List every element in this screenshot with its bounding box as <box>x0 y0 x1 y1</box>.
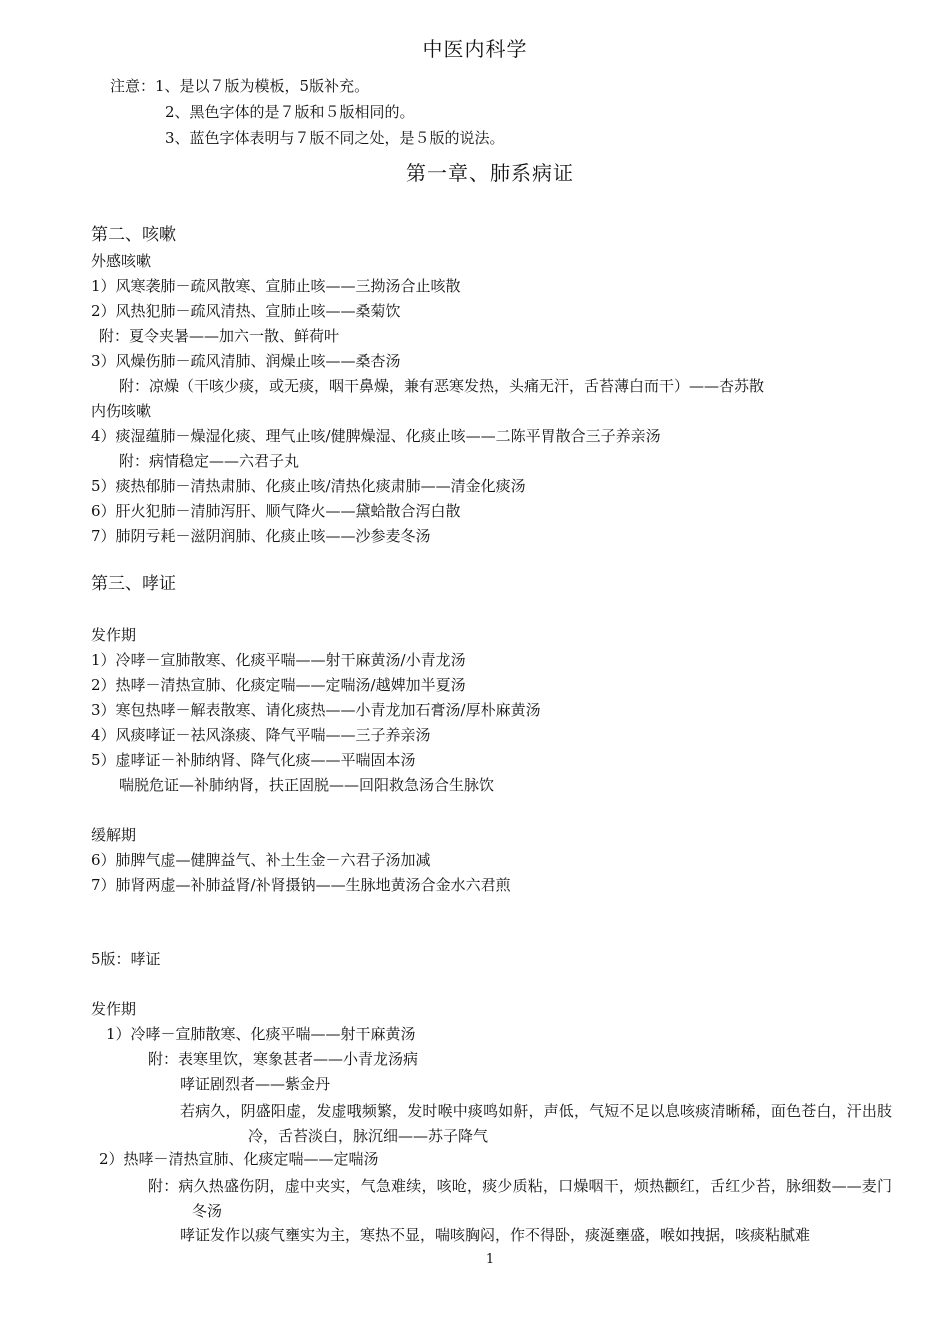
list-item: 6）肺脾气虚—健脾益气、补土生金－六君子汤加减 <box>91 851 431 869</box>
list-item: 2）热哮－清热宣肺、化痰定喘——定喘汤/越婢加半夏汤 <box>91 676 466 694</box>
list-item: 6）肝火犯肺－清肺泻肝、顺气降火——黛蛤散合泻白散 <box>91 502 461 520</box>
list-item-note: 附：病情稳定——六君子丸 <box>119 452 300 470</box>
subheading-internal-cough: 内伤咳嗽 <box>91 402 152 420</box>
note-line-3: 3、蓝色字体表明与７版不同之处，是５版的说法。 <box>165 129 505 147</box>
list-item-note: 喘脱危证—补肺纳肾，扶正固脱——回阳救急汤合生脉饮 <box>119 776 495 794</box>
list-item: 3）寒包热哮－解表散寒、请化痰热——小青龙加石膏汤/厚朴麻黄汤 <box>91 701 541 719</box>
paragraph-text: 附：病久热盛伤阴，虚中夹实，气急难续，咳呛，痰少质粘，口燥咽干，烦热颧红，舌红少苔，脉细数——麦门冬汤 <box>148 1177 892 1220</box>
list-item: 1）冷哮－宣肺散寒、化痰平喘——射干麻黄汤 <box>106 1025 416 1043</box>
list-item-note: 附：表寒里饮，寒象甚者——小青龙汤病 <box>148 1050 419 1068</box>
section-heading-wheeze: 第三、哮证 <box>91 574 176 594</box>
list-item: 4）风痰哮证－祛风涤痰、降气平喘——三子养亲汤 <box>91 726 431 744</box>
list-item: 2）风热犯肺－疏风清热、宣肺止咳——桑菊饮 <box>91 302 401 320</box>
paragraph-text: 哮证发作以痰气壅实为主，寒热不显，喘咳胸闷，作不得卧，痰涎壅盛，喉如拽据，咳痰粘腻难 <box>180 1226 811 1244</box>
page-number: 1 <box>485 1252 495 1267</box>
chapter-heading: 第一章、肺系病证 <box>406 161 574 185</box>
note-line-2: 2、黑色字体的是７版和５版相同的。 <box>165 103 415 121</box>
list-item: 3）风燥伤肺－疏风清肺、润燥止咳——桑杏汤 <box>91 352 401 370</box>
document-title: 中医内科学 <box>422 37 528 61</box>
list-item: 7）肺肾两虚—补肺益肾/补肾摄钠——生脉地黄汤合金水六君煎 <box>91 876 511 894</box>
list-item-note: 附：夏令夹暑——加六一散、鲜荷叶 <box>99 327 340 345</box>
list-item-note: 哮证剧烈者——紫金丹 <box>180 1075 331 1093</box>
list-item-note-paragraph <box>180 1224 892 1246</box>
subheading-v5-attack-phase: 发作期 <box>91 1000 137 1018</box>
list-item: 1）风寒袭肺－疏风散寒、宣肺止咳——三拗汤合止咳散 <box>91 277 461 295</box>
list-item: 7）肺阴亏耗－滋阴润肺、化痰止咳——沙参麦冬汤 <box>91 527 431 545</box>
section-heading-cough: 第二、咳嗽 <box>91 225 176 245</box>
subheading-remission-phase: 缓解期 <box>91 826 137 844</box>
section-heading-v5-wheeze: 5版：哮证 <box>91 950 161 968</box>
subheading-attack-phase: 发作期 <box>91 626 137 644</box>
paragraph-text: 若病久，阴盛阳虚，发虚哦频繁，发时喉中痰鸣如鼾，声低，气短不足以息咳痰清晰稀，面色苍白，汗出肢冷，舌苔淡白，脉沉细——苏子降气 <box>180 1102 892 1145</box>
list-item-note-paragraph <box>180 1099 892 1149</box>
list-item: 1）冷哮－宣肺散寒、化痰平喘——射干麻黄汤/小青龙汤 <box>91 651 466 669</box>
subheading-external-cough: 外感咳嗽 <box>91 252 152 270</box>
list-item: 2）热哮－清热宣肺、化痰定喘——定喘汤 <box>99 1150 379 1168</box>
list-item: 4）痰湿蕴肺－燥湿化痰、理气止咳/健脾燥湿、化痰止咳——二陈平胃散合三子养亲汤 <box>91 427 661 445</box>
note-line-1: 注意：1、是以７版为模板，5版补充。 <box>110 77 370 95</box>
list-item: 5）虚哮证－补肺纳肾、降气化痰——平喘固本汤 <box>91 751 416 769</box>
list-item-note-paragraph <box>148 1174 892 1224</box>
list-item-note: 附：凉燥（干咳少痰，或无痰，咽干鼻燥，兼有恶寒发热，头痛无汗，舌苔薄白而干）——杏苏散 <box>119 377 765 395</box>
list-item: 5）痰热郁肺－清热肃肺、化痰止咳/清热化痰肃肺——清金化痰汤 <box>91 477 526 495</box>
